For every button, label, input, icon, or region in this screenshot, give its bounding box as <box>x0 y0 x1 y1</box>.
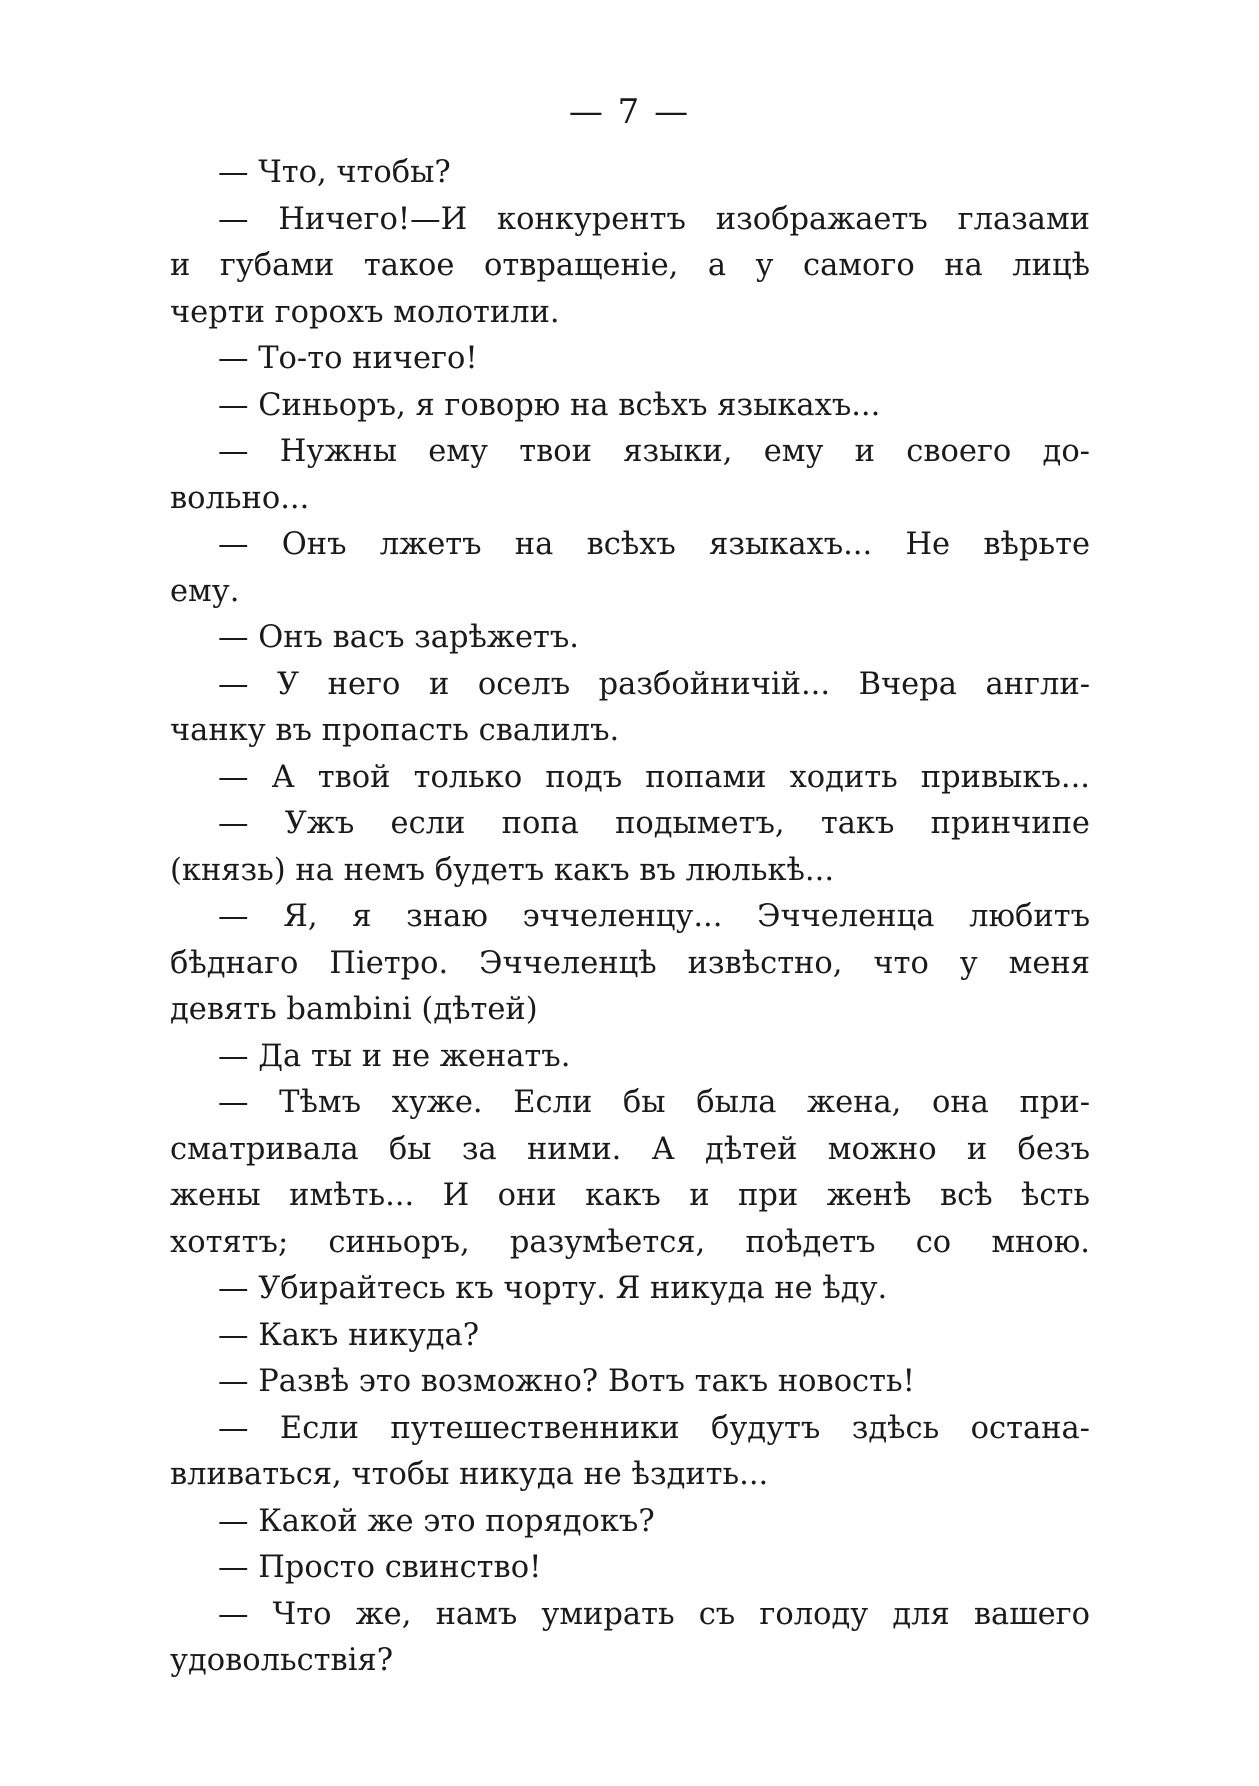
text-line: и губами такое отвращеніе, а у самого на лицѣ <box>170 248 1090 283</box>
text-line: — Просто свинство! <box>218 1550 542 1585</box>
text-line: — Синьоръ, я говорю на всѣхъ языкахъ... <box>218 387 881 423</box>
text-line: — Что же, намъ умирать съ голоду для вашего <box>218 1596 1090 1632</box>
text-line: — Нужны ему твои языки, ему и своего до- <box>218 434 1090 469</box>
text-line: вливаться, чтобы никуда не ѣздить... <box>170 1457 769 1492</box>
text-line: ему. <box>170 573 240 609</box>
text-line: жены имѣть... И они какъ и при женѣ всѣ ѣсть <box>170 1178 1090 1213</box>
text-line: — Убирайтесь къ чорту. Я никуда не ѣду. <box>218 1271 888 1306</box>
text-line: (князь) на немъ будетъ какъ въ люлькѣ... <box>170 852 835 888</box>
text-line: девять bambini (дѣтей) <box>170 992 538 1027</box>
text-line: удовольствія? <box>170 1643 394 1678</box>
text-line: — А твой только подъ попами ходить привыкъ... <box>218 759 1090 795</box>
text-line: — Я, я знаю эччеленцу... Эччеленца любитъ <box>218 899 1090 934</box>
text-line: — То-то ничего! <box>218 341 478 376</box>
text-body <box>170 150 1090 1685</box>
text-line: — Ужъ если попа подыметъ, такъ принчипе <box>218 806 1090 841</box>
text-line: хотятъ; синьоръ, разумѣется, поѣдетъ со мною. <box>170 1224 1090 1260</box>
text-line: чанку въ пропасть свалилъ. <box>170 713 620 748</box>
text-line: — Да ты и не женатъ. <box>218 1038 571 1074</box>
text-line: — Ничего!—И конкурентъ изображаетъ глазами <box>218 201 1090 237</box>
text-line: — Что, чтобы? <box>218 155 451 190</box>
text-line: сматривала бы за ними. А дѣтей можно и безъ <box>170 1131 1090 1167</box>
page-number: — 7 — <box>568 92 691 132</box>
text-line: — Если путешественники будутъ здѣсь остана- <box>218 1410 1090 1446</box>
text-line: — Тѣмъ хуже. Если бы была жена, она при- <box>218 1085 1090 1120</box>
text-line: бѣднаго Піетро. Эччеленцѣ извѣстно, что у меня <box>170 945 1090 981</box>
text-line: черти горохъ молотили. <box>170 294 560 330</box>
text-line: — Какой же это порядокъ? <box>218 1503 655 1539</box>
text-line: — Онъ васъ зарѣжетъ. <box>218 620 579 655</box>
text-line: — У него и оселъ разбойничій... Вчера англи- <box>218 666 1090 702</box>
text-line: — Какъ никуда? <box>218 1317 480 1353</box>
text-line: — Онъ лжетъ на всѣхъ языкахъ... Не вѣрьте <box>218 527 1090 562</box>
text-line: — Развѣ это возможно? Вотъ такъ новость! <box>218 1364 915 1399</box>
text-line: вольно... <box>170 480 310 516</box>
